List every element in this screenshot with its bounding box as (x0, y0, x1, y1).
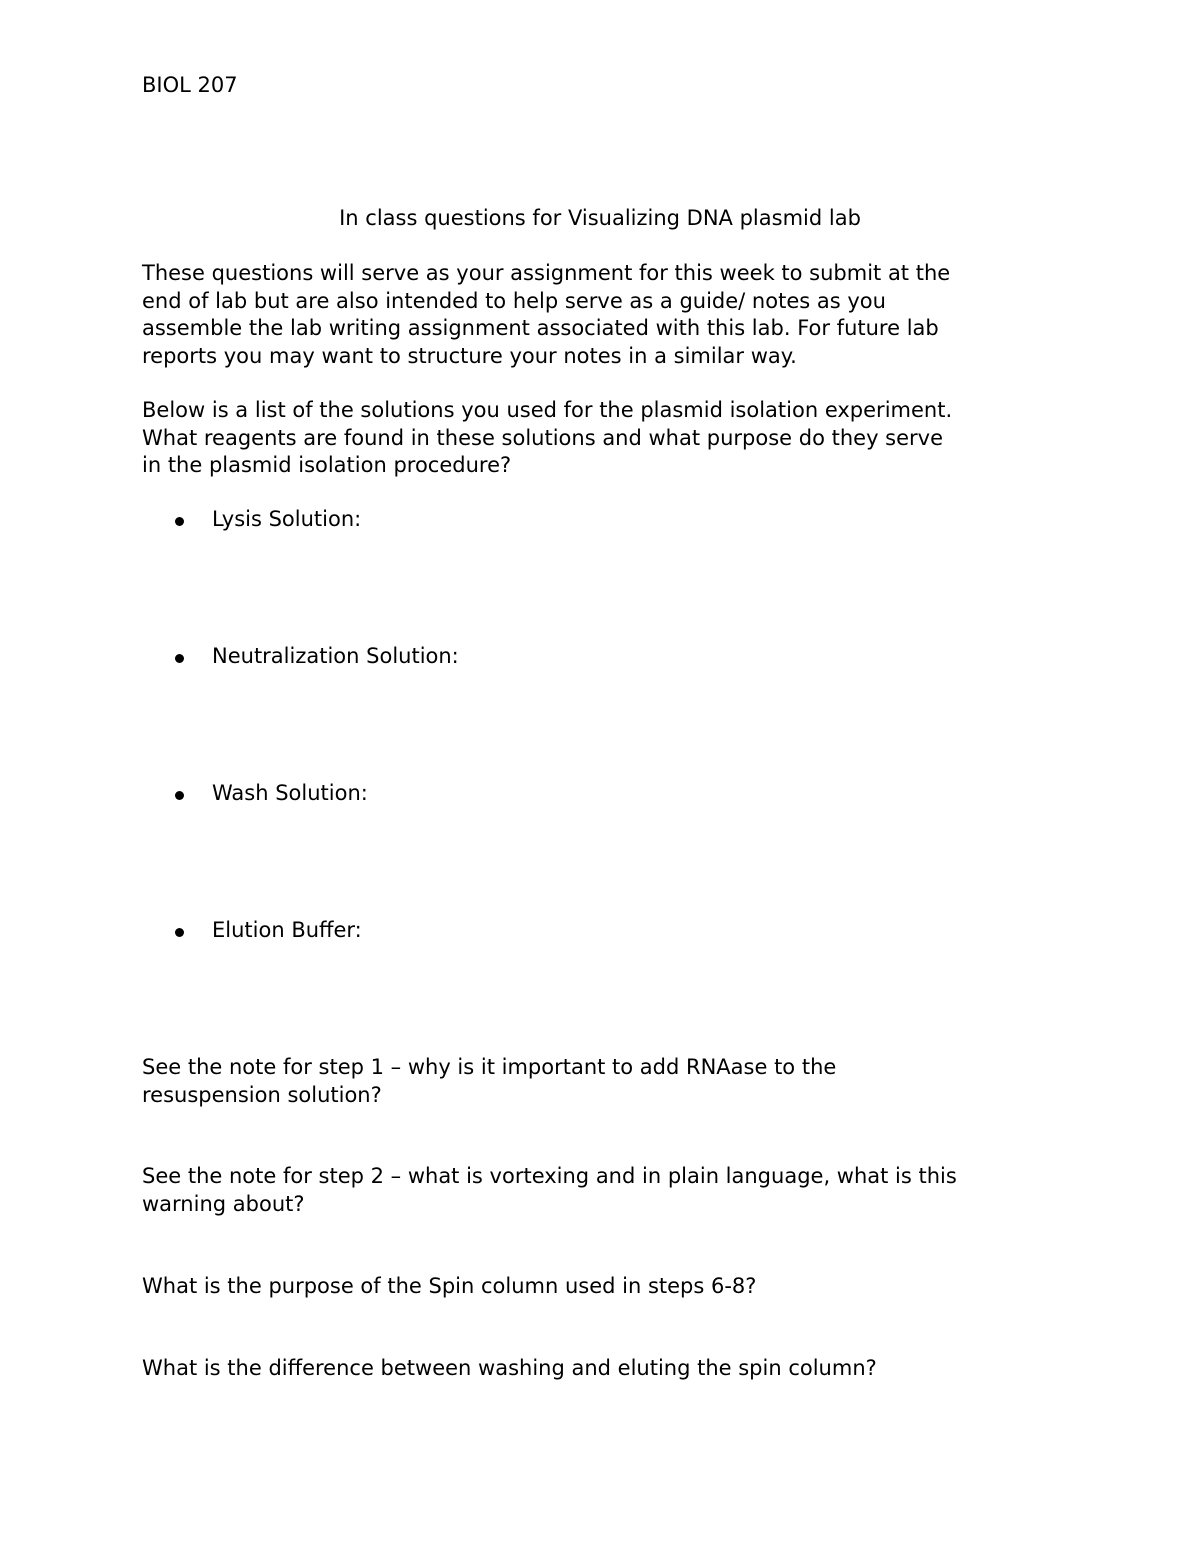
intro-paragraph (142, 260, 1072, 370)
question-line: See the note for step 1 – why is it important to add RNAase to the (142, 1055, 837, 1079)
solution-label: Neutralization Solution: (212, 644, 459, 668)
intro-line: end of lab but are also intended to help serve as a guide/ notes as you (142, 288, 886, 313)
question-line: resuspension solution? (142, 1082, 382, 1107)
course-code: BIOL 207 (142, 73, 238, 97)
solution-item-neutralization (142, 643, 842, 671)
solutions-intro-paragraph (142, 397, 1072, 480)
question-line: warning about? (142, 1191, 305, 1216)
question-washing-vs-eluting (142, 1355, 1072, 1383)
question-step-1 (142, 1054, 1072, 1109)
document-title: In class questions for Visualizing DNA plasmid lab (339, 206, 861, 230)
solution-label: Wash Solution: (212, 781, 368, 805)
solution-label: Elution Buffer: (212, 918, 362, 942)
solutions-intro-line: Below is a list of the solutions you used for the plasmid isolation experiment. (142, 398, 953, 422)
solutions-intro-line: What reagents are found in these solutions and what purpose do they serve (142, 425, 944, 450)
question-step-2 (142, 1163, 1072, 1218)
solution-item-wash (142, 780, 842, 808)
intro-line: These questions will serve as your assignment for this week to submit at the (142, 261, 951, 285)
bullet-icon (175, 517, 184, 526)
question-spin-column (142, 1273, 1072, 1301)
bullet-icon (175, 928, 184, 937)
question-line: See the note for step 2 – what is vortexing and in plain language, what is this (142, 1164, 957, 1188)
bullet-icon (175, 791, 184, 800)
intro-line: reports you may want to structure your notes in a similar way. (142, 343, 797, 368)
question-line: What is the purpose of the Spin column used in steps 6-8? (142, 1274, 757, 1298)
solution-item-elution (142, 917, 842, 945)
solutions-intro-line: in the plasmid isolation procedure? (142, 453, 512, 477)
question-line: What is the difference between washing and eluting the spin column? (142, 1356, 877, 1380)
intro-line: assemble the lab writing assignment associated with this lab. For future lab (142, 316, 939, 340)
bullet-icon (175, 654, 184, 663)
solution-item-lysis (142, 506, 842, 534)
solution-label: Lysis Solution: (212, 507, 362, 531)
